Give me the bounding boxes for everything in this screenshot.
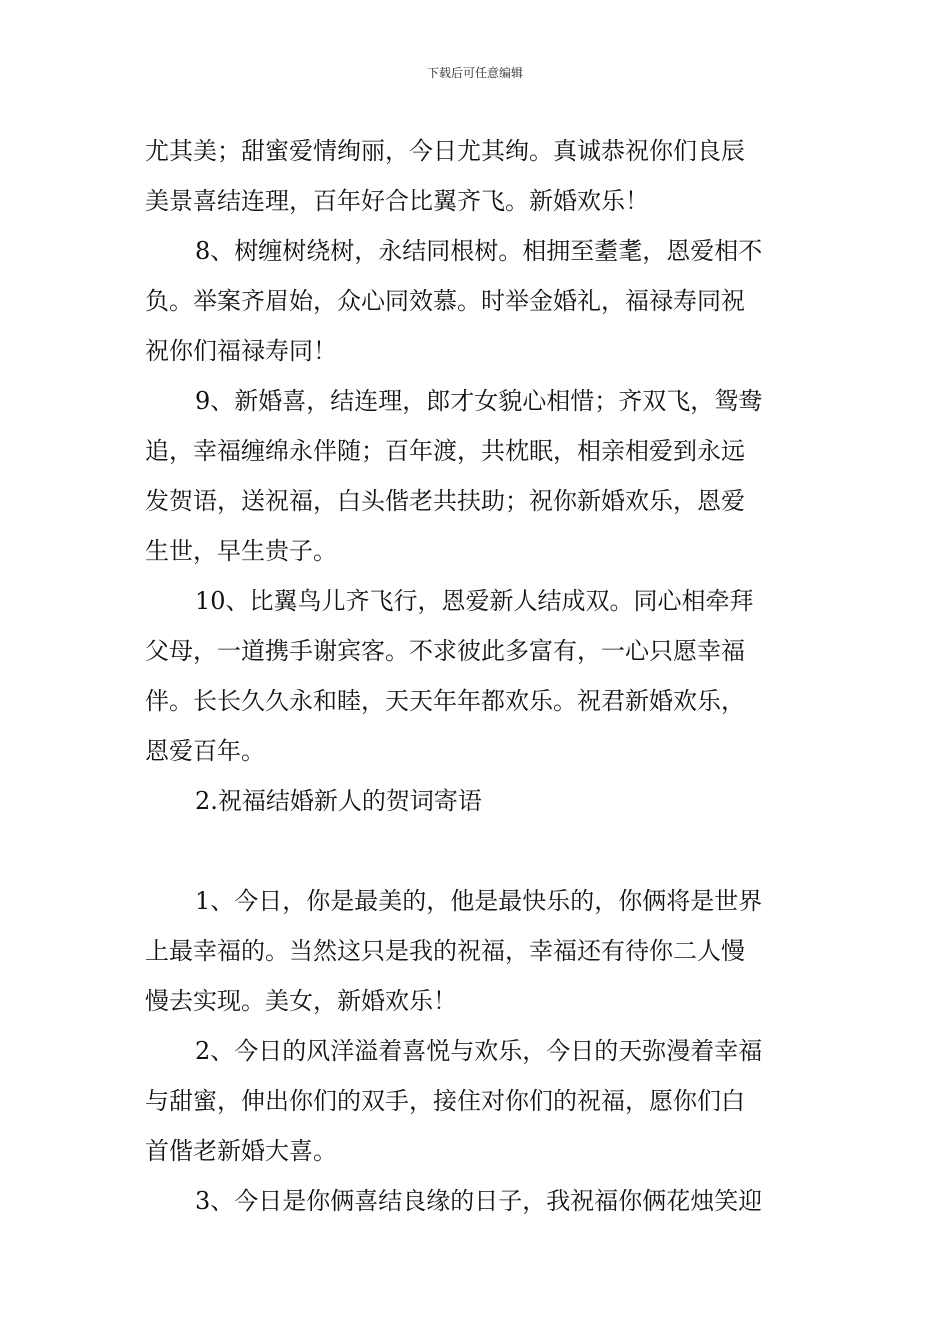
text-line: 10、比翼鸟儿齐飞行，恩爱新人结成双。同心相牵拜 bbox=[195, 587, 754, 615]
text-line: 追，幸福缠绵永伴随；百年渡，共枕眠，相亲相爱到永远 bbox=[145, 437, 745, 465]
text-line: 恩爱百年。 bbox=[145, 737, 265, 765]
header-note: 下载后可任意编辑 bbox=[426, 66, 523, 80]
text-line: 生世，早生贵子。 bbox=[145, 537, 337, 565]
section-heading: 2.祝福结婚新人的贺词寄语 bbox=[195, 787, 482, 815]
text-line: 1、今日，你是最美的，他是最快乐的，你俩将是世界 bbox=[195, 887, 763, 915]
text-line: 慢去实现。美女，新婚欢乐！ bbox=[145, 987, 457, 1015]
text-line: 伴。长长久久永和睦，天天年年都欢乐。祝君新婚欢乐， bbox=[145, 687, 745, 715]
text-line: 8、树缠树绕树，永结同根树。相拥至耋耄，恩爱相不 bbox=[195, 237, 763, 265]
text-line: 祝你们福禄寿同！ bbox=[145, 337, 337, 365]
text-line: 与甜蜜，伸出你们的双手，接住对你们的祝福，愿你们白 bbox=[145, 1087, 745, 1115]
text-line: 发贺语，送祝福，白头偕老共扶助；祝你新婚欢乐，恩爱 bbox=[145, 487, 745, 515]
text-line: 3、今日是你俩喜结良缘的日子，我祝福你俩花烛笑迎 bbox=[195, 1187, 763, 1215]
text-line: 首偕老新婚大喜。 bbox=[145, 1137, 337, 1165]
text-line: 9、新婚喜，结连理，郎才女貌心相惜；齐双飞，鸳鸯 bbox=[195, 387, 763, 415]
text-line: 父母，一道携手谢宾客。不求彼此多富有，一心只愿幸福 bbox=[145, 637, 745, 665]
text-line: 负。举案齐眉始，众心同效慕。时举金婚礼，福禄寿同祝 bbox=[145, 287, 745, 315]
text-line: 尤其美；甜蜜爱情绚丽，今日尤其绚。真诚恭祝你们良辰 bbox=[145, 137, 745, 165]
text-line: 上最幸福的。当然这只是我的祝福，幸福还有待你二人慢 bbox=[145, 937, 745, 965]
text-line: 2、今日的风洋溢着喜悦与欢乐，今日的天弥漫着幸福 bbox=[195, 1037, 763, 1065]
text-line: 美景喜结连理，百年好合比翼齐飞。新婚欢乐！ bbox=[145, 187, 649, 215]
